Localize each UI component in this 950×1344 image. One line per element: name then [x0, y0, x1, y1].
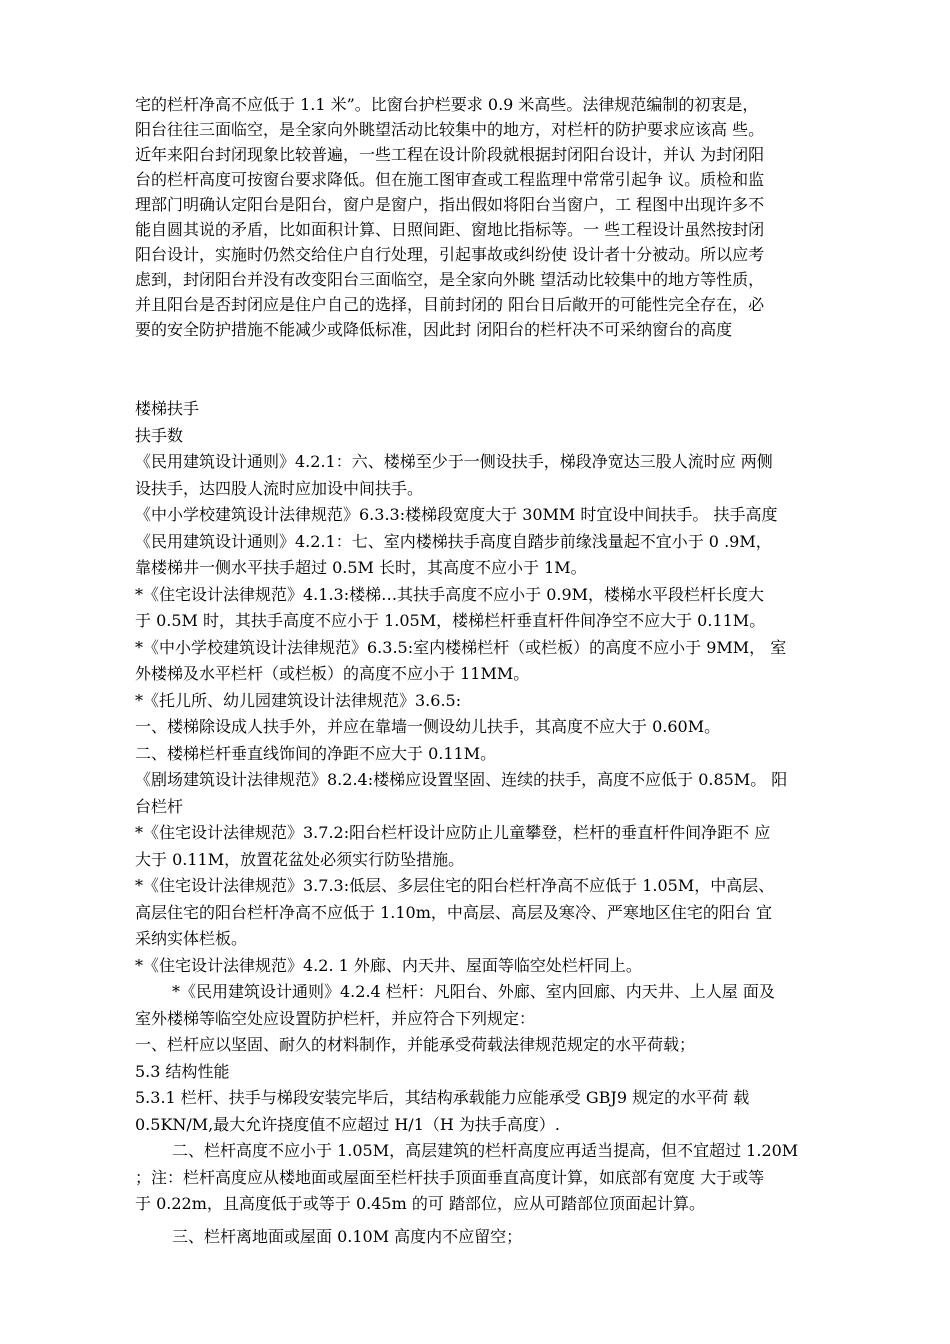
text-line: 5.3 结构性能: [135, 1061, 230, 1081]
text-line: 《中小学校建筑设计法律规范》6.3.3:楼梯段宽度大于 30MM 时宜设中间扶手。 扶手高度: [135, 505, 778, 524]
text-line: 设扶手，达四股人流时应加设中间扶手。: [135, 478, 424, 498]
text-line: 台栏杆: [135, 796, 184, 816]
text-line: 5.3.1 栏杆、扶手与梯段安装完毕后，其结构承载能力应能承受 GBJ9 规定的水平荷 载: [135, 1088, 750, 1107]
text-line: 于 0.22m，且高度低于或等于 0.45m 的可 踏部位，应从可踏部位顶面起计算。: [135, 1194, 705, 1213]
text-line: 阳台设计，实施时仍然交给住户自行处理，引起事故或纠纷使 设计者十分被动。所以应考: [135, 245, 765, 264]
text-line: *《住宅设计法律规范》4.1.3:楼梯…其扶手高度不应小于 0.9M，楼梯水平段栏杆长度大: [135, 584, 765, 604]
text-line: *《民用建筑设计通则》4.2.4 栏杆：凡阳台、外廊、室内回廊、内天井、上人屋 面及: [172, 982, 775, 1001]
regulations-section: [135, 396, 865, 1250]
text-line: *《住宅设计法律规范》4.2. 1 外廊、内天井、屋面等临空处栏杆同上。: [135, 955, 642, 975]
section-heading: 楼梯扶手: [135, 399, 200, 418]
text-line: 台的栏杆高度可按窗台要求降低。但在施工图审查或工程监理中常常引起争 议。质检和监: [135, 170, 765, 189]
text-line: *《中小学校建筑设计法律规范》6.3.5:室内楼梯栏杆（或栏板）的高度不应小于 9MM， 室: [135, 637, 787, 657]
text-line: 并且阳台是否封闭应是住户自己的选择，目前封闭的 阳台日后敞开的可能性完全存在，必: [135, 295, 765, 314]
text-line: 《民用建筑设计通则》4.2.1：七、室内楼梯扶手高度自踏步前缘浅量起不宜小于 0 .9M，: [135, 531, 772, 551]
text-line: 《剧场建筑设计法律规范》8.2.4:楼梯应设置坚固、连续的扶手，高度不应低于 0.85M。 阳: [135, 770, 788, 789]
text-line: 于 0.5M 时，其扶手高度不应小于 1.05M，楼梯栏杆垂直杆件间净空不应大于 0.11M。: [135, 611, 766, 630]
text-line: 宅的栏杆净高不应低于 1.1 米”。比窗台护栏要求 0.9 米高些。法律规范编制的初衷是，: [135, 95, 759, 114]
text-line: *《住宅设计法律规范》3.7.3:低层、多层住宅的阳台栏杆净高不应低于 1.05M，中高层、: [135, 876, 775, 895]
text-line: 能自圆其说的矛盾，比如面积计算、日照间距、窗地比指标等。一 些工程设计虽然按封闭: [135, 220, 765, 239]
text-line: 二、楼梯栏杆垂直线饰间的净距不应大于 0.11M。: [135, 743, 497, 763]
text-line: *《住宅设计法律规范》3.7.2:阳台栏杆设计应防止儿童攀登，栏杆的垂直杆件间净距不 应: [135, 823, 771, 842]
text-line: 阳台往往三面临空，是全家向外眺望活动比较集中的地方，对栏杆的防护要求应该高 些。: [135, 120, 765, 139]
text-line: ；注：栏杆高度应从楼地面或屋面至栏杆扶手顶面垂直高度计算，如底部有宽度 大于或等: [135, 1167, 765, 1187]
text-line: 理部门明确认定阳台是阳台，窗户是窗户，指出假如将阳台当窗户，工 程图中出现许多不: [135, 195, 765, 214]
text-line: 《民用建筑设计通则》4.2.1：六、楼梯至少于一侧设扶手，梯段净宽达三股人流时应 两侧: [135, 452, 773, 471]
text-line: 采纳实体栏板。: [135, 929, 248, 948]
text-line: 一、楼梯除设成人扶手外，并应在靠墙一侧设幼儿扶手，其高度不应大于 0.60M。: [135, 717, 721, 736]
intro-paragraph: [135, 92, 865, 342]
text-line: 0.5KN/M,最大允许挠度值不应超过 H/1（H 为扶手高度）.: [135, 1114, 560, 1134]
text-line: 近年来阳台封闭现象比较普遍，一些工程在设计阶段就根据封闭阳台设计，并认 为封闭阳: [135, 145, 765, 164]
text-line: 一、栏杆应以坚固、耐久的材料制作，并能承受荷载法律规范规定的水平荷载；: [135, 1035, 696, 1054]
text-line: 三、栏杆离地面或屋面 0.10M 高度内不应留空；: [172, 1226, 523, 1246]
text-line: 要的安全防护措施不能减少或降低标准，因此封 闭阳台的栏杆决不可采纳窗台的高度: [135, 320, 733, 339]
text-line: 大于 0.11M，放置花盆处必须实行防坠措施。: [135, 849, 465, 869]
text-line: 虑到，封闭阳台并没有改变阳台三面临空，是全家向外眺 望活动比较集中的地方等性质，: [135, 270, 765, 289]
text-line: *《托儿所、幼儿园建筑设计法律规范》3.6.5:: [135, 690, 462, 710]
text-line: 室外楼梯等临空处应设置防护栏杆，并应符合下列规定：: [135, 1008, 536, 1028]
text-line: 靠楼梯井一侧水平扶手超过 0.5M 长时，其高度不应小于 1M。: [135, 558, 587, 577]
subheading: 扶手数: [135, 425, 184, 445]
text-line: 外楼梯及水平栏杆（或栏板）的高度不应小于 11MM。: [135, 664, 530, 683]
text-line: 二、栏杆高度不应小于 1.05M，高层建筑的栏杆高度应再适当提高，但不宜超过 1.20M: [172, 1141, 799, 1160]
text-line: 高层住宅的阳台栏杆净高不应低于 1.10m，中高层、高层及寒冷、严寒地区住宅的阳台 宜: [135, 902, 772, 922]
